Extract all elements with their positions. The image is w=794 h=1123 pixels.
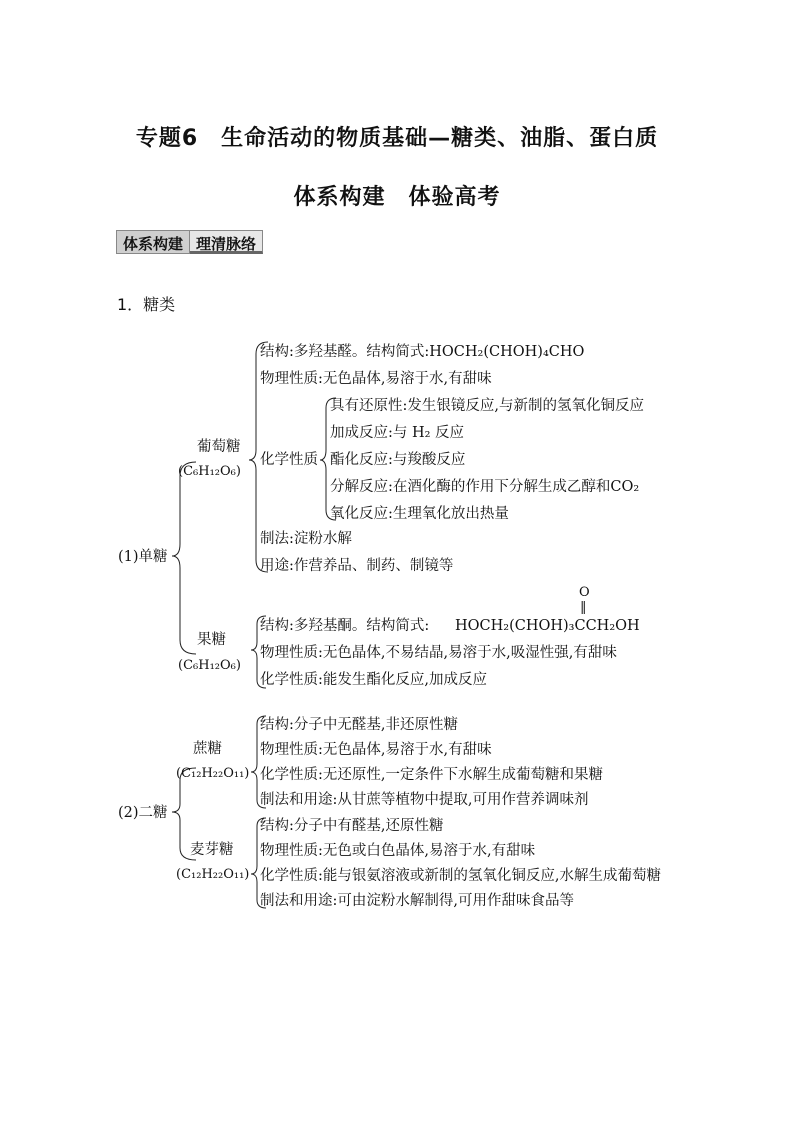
sucrose-chemical: 化学性质:无还原性,一定条件下水解生成葡萄糖和果糖 xyxy=(260,767,603,783)
glucose-chem-4: 分解反应:在酒化酶的作用下分解生成乙醇和CO₂ xyxy=(330,479,640,495)
maltose-structure: 结构:分子中有醛基,还原性糖 xyxy=(260,818,444,834)
fructose-structure-prefix: 结构:多羟基酮。结构简式: xyxy=(260,618,430,634)
fructose-chemical: 化学性质:能发生酯化反应,加成反应 xyxy=(260,672,487,688)
page-title: 专题6 生命活动的物质基础—糖类、油脂、蛋白质 xyxy=(135,126,659,151)
maltose-prep-use: 制法和用途:可由淀粉水解制得,可用作甜味食品等 xyxy=(260,893,574,909)
fructose-formula: (C₆H₁₂O₆) xyxy=(178,658,241,673)
glucose-prep: 制法:淀粉水解 xyxy=(260,531,352,547)
glucose-formula: (C₆H₁₂O₆) xyxy=(178,464,241,479)
di-label: (2)二糖 xyxy=(118,805,168,821)
glucose-structure: 结构:多羟基醛。结构简式:HOCH₂(CHOH)₄CHO xyxy=(260,344,585,360)
sucrose-prep-use: 制法和用途:从甘蔗等植物中提取,可用作营养调味剂 xyxy=(260,792,589,808)
sucrose-physical: 物理性质:无色晶体,易溶于水,有甜味 xyxy=(260,742,492,758)
glucose-name: 葡萄糖 xyxy=(197,439,241,455)
glucose-chem-5: 氧化反应:生理氧化放出热量 xyxy=(330,506,509,522)
glucose-chem-1: 具有还原性:发生银镜反应,与新制的氢氧化铜反应 xyxy=(330,398,644,414)
badge-left: 体系构建 xyxy=(116,230,190,254)
fructose-name: 果糖 xyxy=(197,632,226,648)
maltose-name: 麦芽糖 xyxy=(190,842,234,858)
glucose-chem-2: 加成反应:与 H₂ 反应 xyxy=(330,425,465,441)
maltose-chemical: 化学性质:能与银氨溶液或新制的氢氧化铜反应,水解生成葡萄糖 xyxy=(260,868,661,884)
glucose-physical: 物理性质:无色晶体,易溶于水,有甜味 xyxy=(260,371,492,387)
glucose-chem-label: 化学性质 xyxy=(260,452,318,468)
maltose-formula: (C₁₂H₂₂O₁₁) xyxy=(176,867,250,882)
badge-right: 理清脉络 xyxy=(190,230,263,254)
sucrose-formula: (C₁₂H₂₂O₁₁) xyxy=(176,766,250,781)
mono-label: (1)单糖 xyxy=(118,549,168,565)
fructose-o-atom: O xyxy=(579,585,590,600)
brace-monosaccharide xyxy=(172,462,196,654)
maltose-physical: 物理性质:无色或白色晶体,易溶于水,有甜味 xyxy=(260,843,536,859)
fructose-physical: 物理性质:无色晶体,不易结晶,易溶于水,吸湿性强,有甜味 xyxy=(260,645,617,661)
sucrose-name: 蔗糖 xyxy=(193,741,222,757)
fructose-double-bond: ‖ xyxy=(580,600,587,615)
sucrose-structure: 结构:分子中无醛基,非还原性糖 xyxy=(260,717,458,733)
fructose-structure-formula: HOCH₂(CHOH)₃CCH₂OH xyxy=(455,618,640,634)
page-subtitle: 体系构建 体验高考 xyxy=(293,185,501,210)
glucose-chem-3: 酯化反应:与羧酸反应 xyxy=(330,452,466,468)
section-heading-sugars: 1．糖类 xyxy=(117,295,176,314)
glucose-use: 用途:作营养品、制药、制镜等 xyxy=(260,558,454,574)
